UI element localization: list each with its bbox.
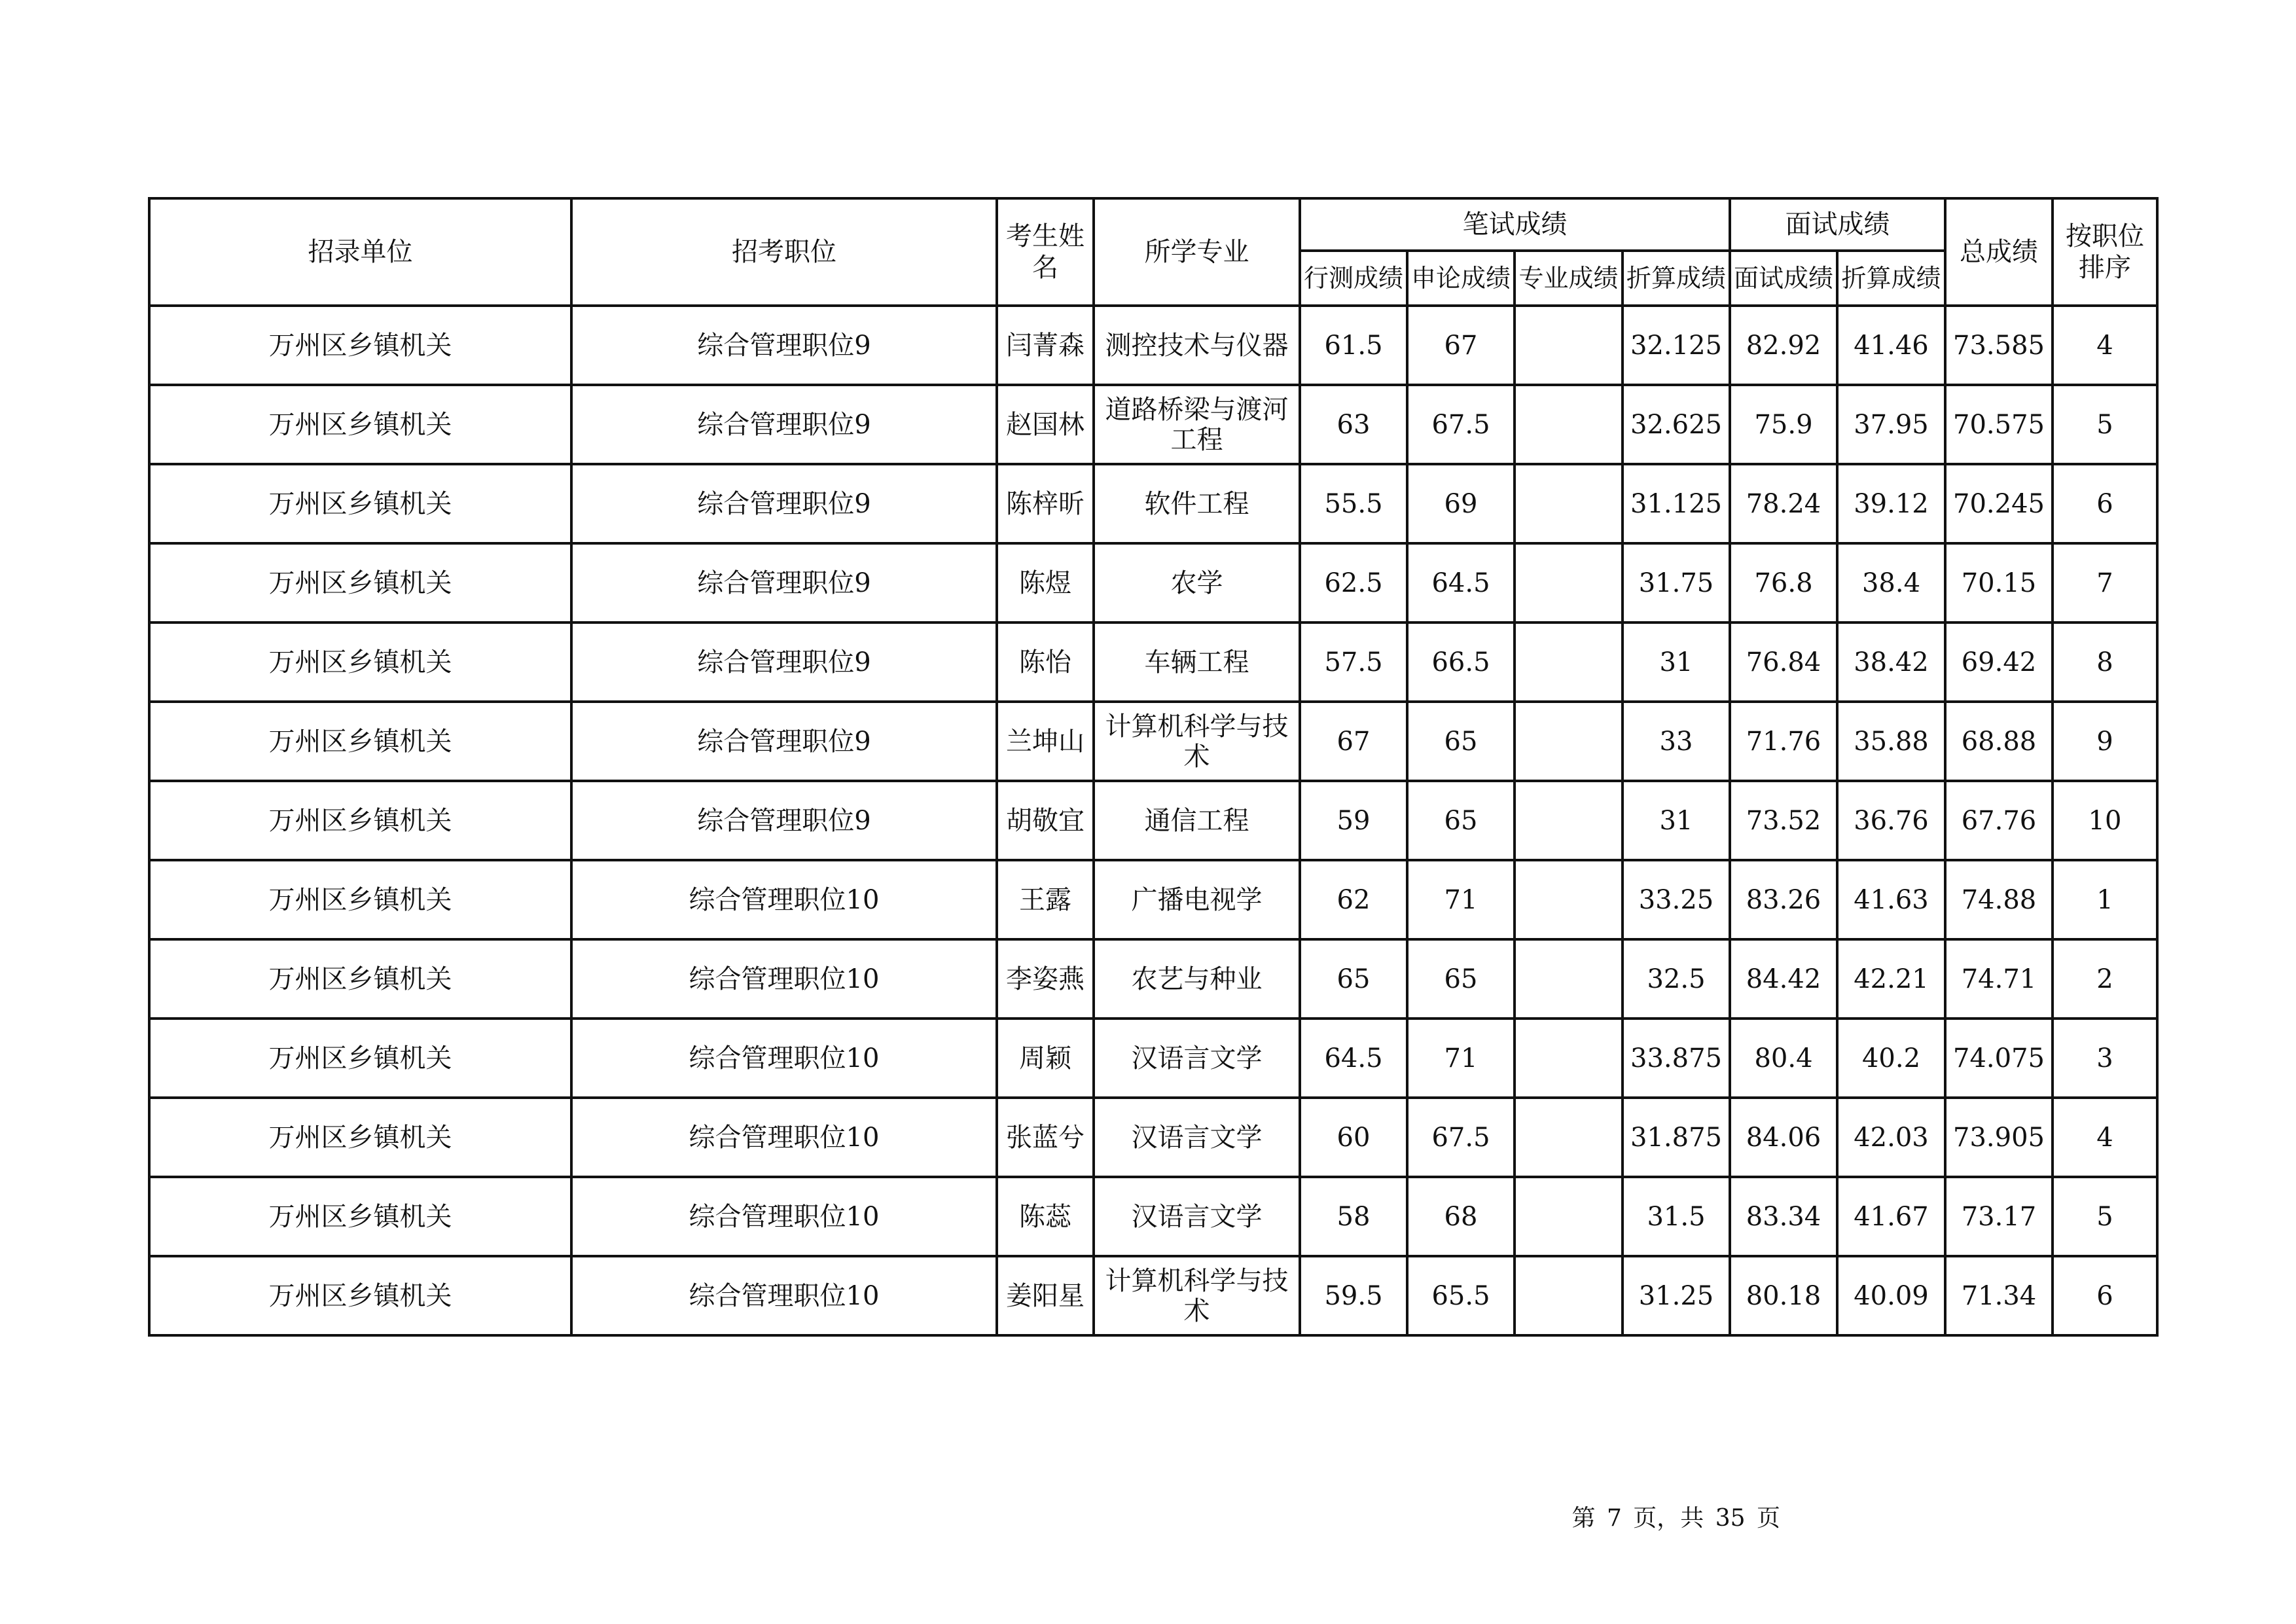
cell-major: 计算机科学与技术 <box>1094 702 1300 781</box>
cell-interview-converted: 40.09 <box>1837 1256 1945 1335</box>
cell-name: 陈怡 <box>997 623 1094 702</box>
cell-name: 兰坤山 <box>997 702 1094 781</box>
cell-interview-score: 82.92 <box>1730 306 1837 385</box>
cell-written-converted: 33.25 <box>1623 860 1730 939</box>
cell-written-converted: 32.125 <box>1623 306 1730 385</box>
cell-position: 综合管理职位10 <box>571 860 997 939</box>
header-position: 招考职位 <box>571 198 997 306</box>
cell-shenlun: 67.5 <box>1407 1098 1515 1177</box>
cell-rank: 10 <box>2053 781 2157 860</box>
cell-interview-score: 83.34 <box>1730 1177 1837 1256</box>
cell-written-converted: 31 <box>1623 781 1730 860</box>
cell-written-converted: 31.75 <box>1623 543 1730 623</box>
cell-xingce: 55.5 <box>1300 464 1407 543</box>
cell-unit: 万州区乡镇机关 <box>149 781 571 860</box>
cell-shenlun: 65.5 <box>1407 1256 1515 1335</box>
cell-xingce: 58 <box>1300 1177 1407 1256</box>
header-interview-group: 面试成绩 <box>1730 198 1945 251</box>
cell-major: 农学 <box>1094 543 1300 623</box>
cell-major: 软件工程 <box>1094 464 1300 543</box>
cell-total: 70.15 <box>1945 543 2053 623</box>
cell-position: 综合管理职位9 <box>571 464 997 543</box>
header-xingce: 行测成绩 <box>1300 251 1407 306</box>
cell-interview-score: 75.9 <box>1730 385 1837 464</box>
table-header <box>149 198 2157 306</box>
header-total: 总成绩 <box>1945 198 2053 306</box>
cell-xingce: 62.5 <box>1300 543 1407 623</box>
cell-total: 73.585 <box>1945 306 2053 385</box>
page-footer: 第 7 页，共 35 页 <box>1571 1505 1780 1532</box>
cell-interview-converted: 42.03 <box>1837 1098 1945 1177</box>
cell-total: 70.575 <box>1945 385 2053 464</box>
cell-shenlun: 65 <box>1407 939 1515 1019</box>
cell-unit: 万州区乡镇机关 <box>149 939 571 1019</box>
cell-unit: 万州区乡镇机关 <box>149 623 571 702</box>
cell-written-converted: 31.25 <box>1623 1256 1730 1335</box>
table-row <box>149 385 2157 464</box>
cell-interview-converted: 41.63 <box>1837 860 1945 939</box>
cell-rank: 4 <box>2053 1098 2157 1177</box>
cell-shenlun: 71 <box>1407 860 1515 939</box>
cell-position: 综合管理职位10 <box>571 1019 997 1098</box>
cell-xingce: 62 <box>1300 860 1407 939</box>
cell-total: 73.905 <box>1945 1098 2053 1177</box>
cell-rank: 5 <box>2053 1177 2157 1256</box>
cell-professional <box>1515 623 1623 702</box>
table-row <box>149 1098 2157 1177</box>
table-row <box>149 1256 2157 1335</box>
cell-name: 赵国林 <box>997 385 1094 464</box>
cell-shenlun: 67.5 <box>1407 385 1515 464</box>
cell-total: 74.71 <box>1945 939 2053 1019</box>
cell-professional <box>1515 543 1623 623</box>
cell-interview-converted: 41.46 <box>1837 306 1945 385</box>
cell-unit: 万州区乡镇机关 <box>149 385 571 464</box>
table-row <box>149 939 2157 1019</box>
cell-rank: 7 <box>2053 543 2157 623</box>
cell-interview-converted: 35.88 <box>1837 702 1945 781</box>
cell-name: 陈蕊 <box>997 1177 1094 1256</box>
cell-name: 陈煜 <box>997 543 1094 623</box>
cell-professional <box>1515 860 1623 939</box>
cell-major: 汉语言文学 <box>1094 1019 1300 1098</box>
cell-name: 闫菁森 <box>997 306 1094 385</box>
cell-rank: 8 <box>2053 623 2157 702</box>
cell-xingce: 63 <box>1300 385 1407 464</box>
cell-interview-score: 80.18 <box>1730 1256 1837 1335</box>
cell-xingce: 59 <box>1300 781 1407 860</box>
cell-rank: 9 <box>2053 702 2157 781</box>
cell-major: 道路桥梁与渡河工程 <box>1094 385 1300 464</box>
cell-written-converted: 32.5 <box>1623 939 1730 1019</box>
table-row <box>149 702 2157 781</box>
cell-interview-converted: 36.76 <box>1837 781 1945 860</box>
cell-professional <box>1515 1256 1623 1335</box>
cell-name: 陈梓昕 <box>997 464 1094 543</box>
cell-position: 综合管理职位9 <box>571 702 997 781</box>
table-row <box>149 860 2157 939</box>
cell-interview-converted: 41.67 <box>1837 1177 1945 1256</box>
cell-written-converted: 31.5 <box>1623 1177 1730 1256</box>
cell-name: 周颖 <box>997 1019 1094 1098</box>
cell-shenlun: 64.5 <box>1407 543 1515 623</box>
header-name: 考生姓名 <box>997 198 1094 306</box>
table-row <box>149 781 2157 860</box>
cell-shenlun: 65 <box>1407 702 1515 781</box>
header-interview-score: 面试成绩 <box>1730 251 1837 306</box>
cell-professional <box>1515 464 1623 543</box>
cell-professional <box>1515 306 1623 385</box>
cell-interview-score: 78.24 <box>1730 464 1837 543</box>
cell-interview-converted: 37.95 <box>1837 385 1945 464</box>
cell-rank: 5 <box>2053 385 2157 464</box>
table-row <box>149 1177 2157 1256</box>
header-interview-converted: 折算成绩 <box>1837 251 1945 306</box>
cell-professional <box>1515 1019 1623 1098</box>
cell-unit: 万州区乡镇机关 <box>149 1098 571 1177</box>
cell-position: 综合管理职位10 <box>571 1256 997 1335</box>
cell-interview-converted: 38.42 <box>1837 623 1945 702</box>
cell-xingce: 59.5 <box>1300 1256 1407 1335</box>
cell-rank: 6 <box>2053 1256 2157 1335</box>
cell-position: 综合管理职位9 <box>571 385 997 464</box>
cell-written-converted: 33.875 <box>1623 1019 1730 1098</box>
header-written-group: 笔试成绩 <box>1300 198 1730 251</box>
cell-major: 农艺与种业 <box>1094 939 1300 1019</box>
cell-major: 通信工程 <box>1094 781 1300 860</box>
cell-professional <box>1515 1177 1623 1256</box>
cell-written-converted: 33 <box>1623 702 1730 781</box>
cell-interview-score: 80.4 <box>1730 1019 1837 1098</box>
cell-total: 67.76 <box>1945 781 2053 860</box>
table-row <box>149 306 2157 385</box>
table-row <box>149 464 2157 543</box>
results-table <box>148 197 2159 1337</box>
cell-unit: 万州区乡镇机关 <box>149 1019 571 1098</box>
table-body <box>149 306 2157 1335</box>
cell-position: 综合管理职位9 <box>571 543 997 623</box>
cell-rank: 3 <box>2053 1019 2157 1098</box>
cell-total: 74.075 <box>1945 1019 2053 1098</box>
cell-shenlun: 66.5 <box>1407 623 1515 702</box>
cell-name: 胡敬宜 <box>997 781 1094 860</box>
header-rank: 按职位排序 <box>2053 198 2157 306</box>
header-written-converted: 折算成绩 <box>1623 251 1730 306</box>
cell-total: 68.88 <box>1945 702 2053 781</box>
cell-major: 车辆工程 <box>1094 623 1300 702</box>
cell-position: 综合管理职位9 <box>571 781 997 860</box>
cell-professional <box>1515 1098 1623 1177</box>
cell-rank: 4 <box>2053 306 2157 385</box>
cell-xingce: 64.5 <box>1300 1019 1407 1098</box>
cell-professional <box>1515 385 1623 464</box>
table-row <box>149 623 2157 702</box>
cell-position: 综合管理职位10 <box>571 1098 997 1177</box>
cell-shenlun: 68 <box>1407 1177 1515 1256</box>
cell-interview-score: 76.8 <box>1730 543 1837 623</box>
cell-major: 广播电视学 <box>1094 860 1300 939</box>
cell-position: 综合管理职位10 <box>571 939 997 1019</box>
cell-interview-score: 83.26 <box>1730 860 1837 939</box>
table-row <box>149 543 2157 623</box>
cell-written-converted: 31 <box>1623 623 1730 702</box>
cell-position: 综合管理职位9 <box>571 623 997 702</box>
table-row <box>149 1019 2157 1098</box>
cell-interview-converted: 42.21 <box>1837 939 1945 1019</box>
cell-interview-score: 84.42 <box>1730 939 1837 1019</box>
cell-unit: 万州区乡镇机关 <box>149 1256 571 1335</box>
cell-position: 综合管理职位9 <box>571 306 997 385</box>
cell-unit: 万州区乡镇机关 <box>149 702 571 781</box>
cell-xingce: 67 <box>1300 702 1407 781</box>
cell-unit: 万州区乡镇机关 <box>149 1177 571 1256</box>
cell-major: 测控技术与仪器 <box>1094 306 1300 385</box>
cell-total: 74.88 <box>1945 860 2053 939</box>
cell-rank: 2 <box>2053 939 2157 1019</box>
cell-interview-score: 73.52 <box>1730 781 1837 860</box>
cell-unit: 万州区乡镇机关 <box>149 860 571 939</box>
cell-xingce: 57.5 <box>1300 623 1407 702</box>
cell-written-converted: 31.125 <box>1623 464 1730 543</box>
cell-rank: 1 <box>2053 860 2157 939</box>
cell-shenlun: 67 <box>1407 306 1515 385</box>
cell-total: 69.42 <box>1945 623 2053 702</box>
cell-name: 张蓝兮 <box>997 1098 1094 1177</box>
cell-shenlun: 69 <box>1407 464 1515 543</box>
cell-shenlun: 71 <box>1407 1019 1515 1098</box>
cell-major: 汉语言文学 <box>1094 1098 1300 1177</box>
cell-major: 计算机科学与技术 <box>1094 1256 1300 1335</box>
header-unit: 招录单位 <box>149 198 571 306</box>
cell-shenlun: 65 <box>1407 781 1515 860</box>
header-major: 所学专业 <box>1094 198 1300 306</box>
cell-total: 71.34 <box>1945 1256 2053 1335</box>
cell-interview-score: 71.76 <box>1730 702 1837 781</box>
cell-written-converted: 31.875 <box>1623 1098 1730 1177</box>
header-shenlun: 申论成绩 <box>1407 251 1515 306</box>
cell-unit: 万州区乡镇机关 <box>149 543 571 623</box>
cell-major: 汉语言文学 <box>1094 1177 1300 1256</box>
cell-written-converted: 32.625 <box>1623 385 1730 464</box>
cell-unit: 万州区乡镇机关 <box>149 464 571 543</box>
cell-professional <box>1515 702 1623 781</box>
cell-interview-score: 76.84 <box>1730 623 1837 702</box>
cell-interview-score: 84.06 <box>1730 1098 1837 1177</box>
cell-total: 70.245 <box>1945 464 2053 543</box>
cell-unit: 万州区乡镇机关 <box>149 306 571 385</box>
cell-name: 王露 <box>997 860 1094 939</box>
cell-xingce: 65 <box>1300 939 1407 1019</box>
cell-name: 李姿燕 <box>997 939 1094 1019</box>
cell-interview-converted: 39.12 <box>1837 464 1945 543</box>
cell-professional <box>1515 939 1623 1019</box>
cell-total: 73.17 <box>1945 1177 2053 1256</box>
cell-professional <box>1515 781 1623 860</box>
cell-name: 姜阳星 <box>997 1256 1094 1335</box>
cell-position: 综合管理职位10 <box>571 1177 997 1256</box>
cell-rank: 6 <box>2053 464 2157 543</box>
cell-xingce: 60 <box>1300 1098 1407 1177</box>
cell-interview-converted: 40.2 <box>1837 1019 1945 1098</box>
cell-interview-converted: 38.4 <box>1837 543 1945 623</box>
cell-xingce: 61.5 <box>1300 306 1407 385</box>
header-professional: 专业成绩 <box>1515 251 1623 306</box>
